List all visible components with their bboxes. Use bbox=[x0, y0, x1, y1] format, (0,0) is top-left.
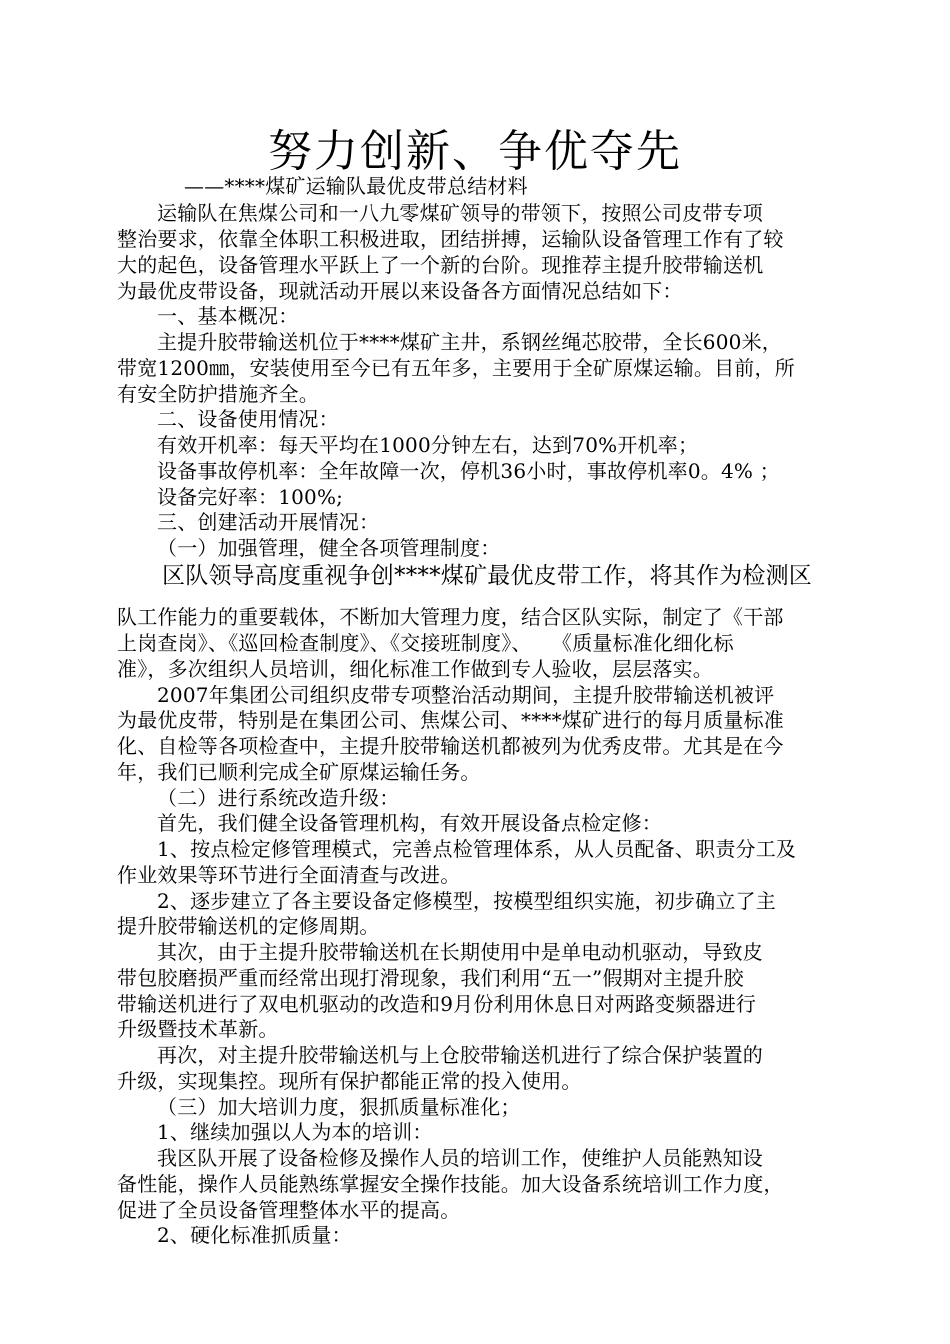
paragraph-line: 带输送机进行了双电机驱动的改造和9月份利用休息日对两路变频器进行 bbox=[117, 992, 757, 1016]
subsection-heading: （三）加大培训力度，狠抓质量标准化； bbox=[157, 1095, 521, 1119]
paragraph-line: 为最优皮带设备，现就活动开展以来设备各方面情况总结如下： bbox=[117, 279, 683, 303]
section-heading: 三、创建活动开展情况： bbox=[157, 510, 380, 534]
paragraph-line: 其次，由于主提升胶带输送机在长期使用中是单电动机驱动，导致皮 bbox=[157, 940, 763, 964]
paragraph-line: 2、硬化标准抓质量： bbox=[157, 1223, 352, 1247]
paragraph-line: 化、自检等各项检查中，主提升胶带输送机都被列为优秀皮带。尤其是在今 bbox=[117, 734, 784, 758]
paragraph-line: 2、逐步建立了各主要设备定修模型，按模型组织实施，初步确立了主 bbox=[157, 889, 776, 913]
paragraph-line: 队工作能力的重要载体，不断加大管理力度，结合区队实际，制定了《干部 bbox=[117, 605, 784, 629]
paragraph-line: 再次，对主提升胶带输送机与上仓胶带输送机进行了综合保护装置的 bbox=[157, 1043, 763, 1067]
paragraph-line: 升级，实现集控。现所有保护都能正常的投入使用。 bbox=[117, 1069, 582, 1093]
paragraph-line: 我区队开展了设备检修及操作人员的培训工作，使维护人员能熟知设 bbox=[157, 1146, 763, 1170]
paragraph-line: 设备完好率：100%; bbox=[157, 485, 344, 509]
paragraph-line: 运输队在焦煤公司和一八九零煤矿领导的带领下，按照公司皮带专项 bbox=[157, 201, 763, 225]
paragraph-line: 提升胶带输送机的定修周期。 bbox=[117, 914, 380, 938]
paragraph-line: 促进了全员设备管理整体水平的提高。 bbox=[117, 1198, 461, 1222]
paragraph-line: 区队领导高度重视争创****煤矿最优皮带工作，将其作为检测区 bbox=[162, 563, 812, 589]
paragraph-line: 准》，多次组织人员培训，细化标准工作做到专人验收，层层落实。 bbox=[117, 657, 713, 681]
paragraph-line: 首先，我们健全设备管理机构，有效开展设备点检定修： bbox=[157, 811, 662, 835]
paragraph-line: 作业效果等环节进行全面清查与改进。 bbox=[117, 863, 461, 887]
paragraph-line: 年，我们已顺利完成全矿原煤运输任务。 bbox=[117, 760, 481, 784]
subsection-heading: （二）进行系统改造升级： bbox=[157, 786, 400, 810]
paragraph-line: 主提升胶带输送机位于****煤矿主井，系钢丝绳芯胶带，全长600米， bbox=[157, 330, 782, 354]
section-heading: 二、设备使用情况： bbox=[157, 407, 339, 431]
paragraph-line: 整治要求，依靠全体职工积极进取，团结拼搏，运输队设备管理工作有了较 bbox=[117, 227, 784, 251]
paragraph-line: 上岗查岗》、《巡回检查制度》、《交接班制度》、 《质量标准化细化标 bbox=[117, 631, 734, 655]
paragraph-line: 大的起色，设备管理水平跃上了一个新的台阶。现推荐主提升胶带输送机 bbox=[117, 253, 764, 277]
paragraph-line: 升级暨技术革新。 bbox=[117, 1017, 279, 1041]
paragraph-line: 设备事故停机率：全年故障一次，停机36小时，事故停机率0。4% ； bbox=[157, 459, 780, 483]
subsection-heading: （一）加强管理，健全各项管理制度： bbox=[157, 536, 501, 560]
document-subtitle: ——****煤矿运输队最优皮带总结材料 bbox=[184, 174, 528, 198]
paragraph-line: 为最优皮带，特别是在集团公司、焦煤公司、****煤矿进行的每月质量标准 bbox=[117, 708, 784, 732]
paragraph-line: 有安全防护措施齐全。 bbox=[117, 382, 319, 406]
paragraph-line: 1、继续加强以人为本的培训： bbox=[157, 1120, 433, 1144]
paragraph-line: 1、按点检定修管理模式，完善点检管理体系，从人员配备、职责分工及 bbox=[157, 837, 797, 861]
paragraph-line: 带宽1200㎜，安装使用至今已有五年多，主要用于全矿原煤运输。目前，所 bbox=[117, 356, 795, 380]
section-heading: 一、基本概况： bbox=[157, 304, 299, 328]
paragraph-line: 有效开机率：每天平均在1000分钟左右，达到70%开机率； bbox=[157, 433, 699, 457]
paragraph-line: 备性能，操作人员能熟练掌握安全操作技能。加大设备系统培训工作力度， bbox=[117, 1172, 784, 1196]
paragraph-line: 带包胶磨损严重而经常出现打滑现象，我们利用“五一”假期对主提升胶 bbox=[117, 966, 744, 990]
paragraph-line: 2007年集团公司组织皮带专项整治活动期间，主提升胶带输送机被评 bbox=[157, 683, 775, 707]
document-title: 努力创新、争优夺先 bbox=[268, 126, 682, 177]
